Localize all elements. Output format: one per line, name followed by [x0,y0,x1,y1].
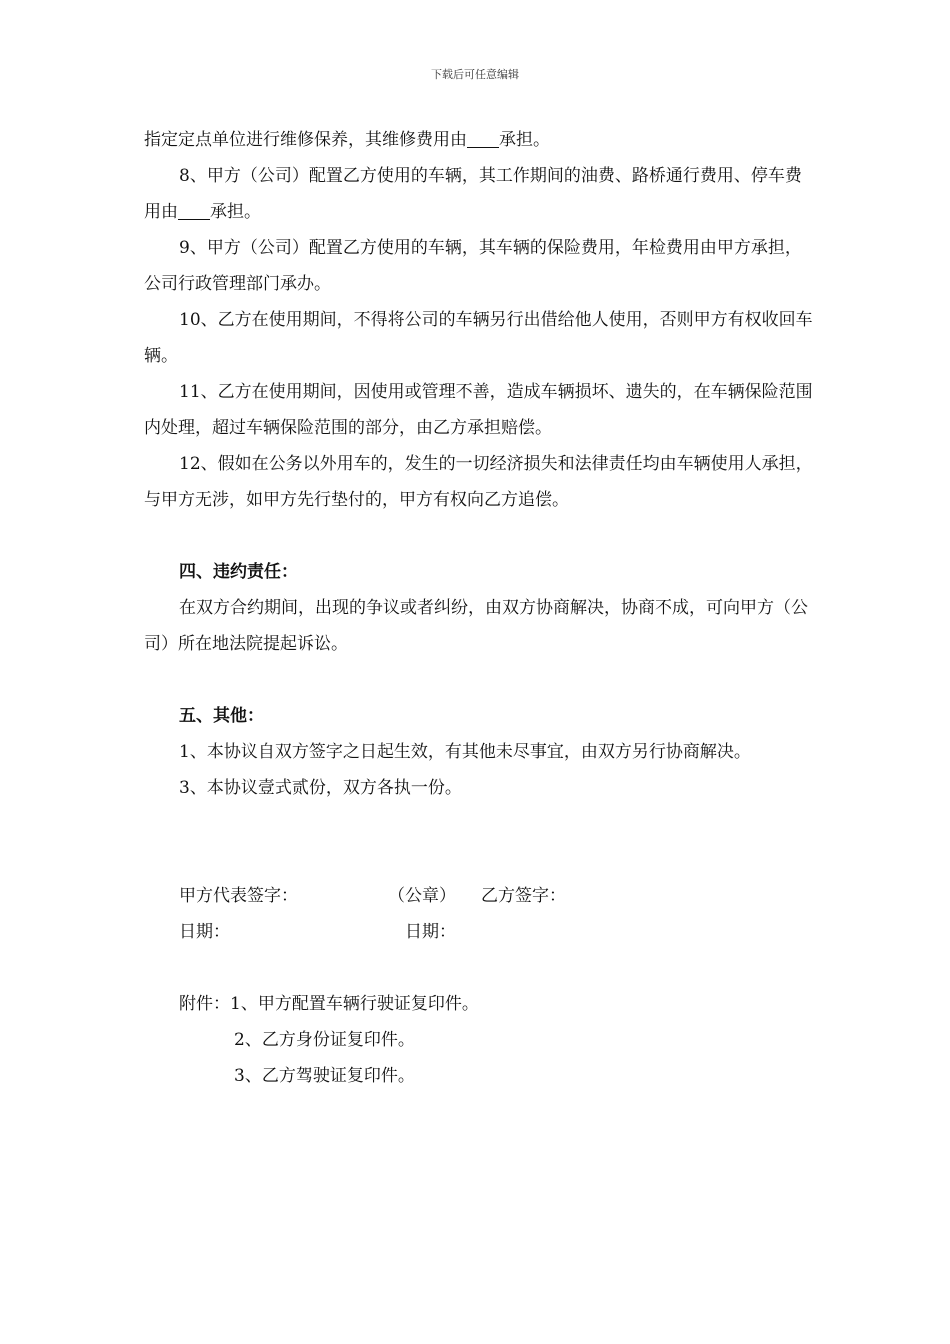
paragraph-11: 11、乙方在使用期间，因使用或管理不善，造成车辆损坏、遗失的，在车辆保险范围内处理，超过车辆保险范围的部分，由乙方承担赔偿。 [144,382,813,438]
attachment-item-2: 2、乙方身份证复印件。 [234,1030,415,1050]
party-a-date-label: 日期： [179,922,230,942]
signature-row [144,878,814,914]
section-4-body: 在双方合约期间，出现的争议或者纠纷，由双方协商解决，协商不成，可向甲方（公司）所在地法院提起诉讼。 [144,598,808,654]
party-a-signature-label: 甲方代表签字： [179,886,298,906]
date-row [144,914,814,950]
section-5-item-1: 1、本协议自双方签字之日起生效，有其他未尽事宜，由双方另行协商解决。 [179,742,751,762]
paragraph-10: 10、乙方在使用期间，不得将公司的车辆另行出借给他人使用，否则甲方有权收回车辆。 [144,310,813,366]
party-b-signature-label: 乙方签字： [481,886,566,906]
document-body [144,122,814,1094]
paragraph-9: 9、甲方（公司）配置乙方使用的车辆，其车辆的保险费用，年检费用由甲方承担，公司行政管理部门承办。 [144,238,802,294]
attachment-item-1: 附件：1、甲方配置车辆行驶证复印件。 [179,994,479,1014]
attachment-item-3: 3、乙方驾驶证复印件。 [234,1066,415,1086]
blank-line [467,130,499,148]
paragraph-7-continuation: 指定定点单位进行维修保养，其维修费用由 承担。 [144,130,550,150]
company-seal-label: （公章） [388,886,456,906]
paragraph-8: 8、甲方（公司）配置乙方使用的车辆，其工作期间的油费、路桥通行费用、停车费用由 承担。 [144,166,802,222]
party-b-date-label: 日期： [405,922,456,942]
paragraph-12: 12、假如在公务以外用车的，发生的一切经济损失和法律责任均由车辆使用人承担，与甲方无涉，如甲方先行垫付的，甲方有权向乙方追偿。 [144,454,813,510]
page-header: 下载后可任意编辑 [431,68,519,81]
blank-line [178,202,210,220]
section-5-title: 五、其他： [179,706,264,726]
section-5-item-3: 3、本协议壹式贰份，双方各执一份。 [179,778,462,798]
section-4-title: 四、违约责任： [179,562,298,582]
